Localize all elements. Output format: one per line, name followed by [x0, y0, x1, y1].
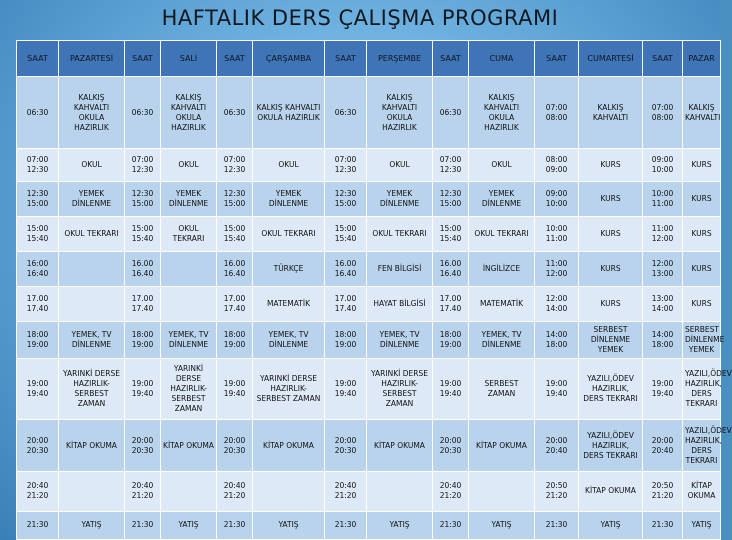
time-cell: 19:00 19:40: [217, 358, 253, 419]
activity-cell: KURS: [579, 149, 643, 182]
time-cell: 20:40 21:20: [125, 472, 161, 511]
time-cell: 17.00 17.40: [217, 286, 253, 321]
activity-cell: KİTAP OKUMA: [161, 419, 217, 471]
header-cell: PAZARTESİ: [59, 41, 125, 77]
activity-cell: OKUL TEKRARI: [469, 216, 535, 251]
header-row: [17, 41, 721, 77]
activity-cell: YEMEK DİNLENME: [59, 181, 125, 216]
time-cell: 13:00 14:00: [643, 286, 683, 321]
time-cell: 18:00 19:00: [125, 321, 161, 358]
header-cell: SAAT: [535, 41, 579, 77]
table-row: [17, 149, 721, 182]
table-row: [17, 181, 721, 216]
time-cell: 20:00 20:40: [643, 419, 683, 471]
time-cell: 19:00 19:40: [535, 358, 579, 419]
time-cell: 15:00 15:40: [217, 216, 253, 251]
time-cell: 15:00 15:40: [17, 216, 59, 251]
time-cell: 14:00 18:00: [535, 321, 579, 358]
time-cell: 06:30: [217, 77, 253, 149]
time-cell: 20:00 20:30: [17, 419, 59, 471]
time-cell: 20:40 21:20: [433, 472, 469, 511]
header-cell: PERŞEMBE: [367, 41, 433, 77]
activity-cell: YATIŞ: [579, 511, 643, 539]
header-cell: SAAT: [17, 41, 59, 77]
time-cell: 16.00 16.40: [217, 251, 253, 286]
activity-cell: [469, 472, 535, 511]
activity-cell: YATIŞ: [367, 511, 433, 539]
activity-cell: KURS: [683, 181, 721, 216]
time-cell: 20:00 20:30: [325, 419, 367, 471]
activity-cell: [161, 286, 217, 321]
time-cell: 16.00 16.40: [433, 251, 469, 286]
activity-cell: YARINKİ DERSE HAZIRLIK-SERBEST ZAMAN: [253, 358, 325, 419]
time-cell: 21:30: [433, 511, 469, 539]
activity-cell: YATIŞ: [59, 511, 125, 539]
activity-cell: [59, 286, 125, 321]
time-cell: 18:00 19:00: [433, 321, 469, 358]
time-cell: 19:00 19:40: [125, 358, 161, 419]
header-cell: SAAT: [125, 41, 161, 77]
activity-cell: KALKIŞ KAHVALTI OKULA HAZIRLIK: [367, 77, 433, 149]
time-cell: 07:00 12:30: [217, 149, 253, 182]
time-cell: 17.00 17.40: [325, 286, 367, 321]
time-cell: 12:30 15:00: [217, 181, 253, 216]
activity-cell: KİTAP OKUMA: [367, 419, 433, 471]
activity-cell: [367, 472, 433, 511]
time-cell: 10:00 11:00: [535, 216, 579, 251]
time-cell: 16.00 16.40: [125, 251, 161, 286]
time-cell: 12:30 15:00: [433, 181, 469, 216]
activity-cell: KALKIŞ KAHVALTI OKULA HAZIRLIK: [253, 77, 325, 149]
time-cell: 16.00 16.40: [325, 251, 367, 286]
time-cell: 18:00 19:00: [217, 321, 253, 358]
activity-cell: YEMEK DİNLENME: [253, 181, 325, 216]
time-cell: 17.00 17.40: [433, 286, 469, 321]
time-cell: 19:00 19:40: [325, 358, 367, 419]
time-cell: 20:40 21:20: [17, 472, 59, 511]
activity-cell: OKUL: [161, 149, 217, 182]
activity-cell: KALKIŞ KAHVALTI: [579, 77, 643, 149]
activity-cell: KURS: [683, 149, 721, 182]
time-cell: 11:00 12:00: [643, 216, 683, 251]
time-cell: 07:00 12:30: [17, 149, 59, 182]
activity-cell: YATIŞ: [253, 511, 325, 539]
activity-cell: OKUL TEKRARI: [367, 216, 433, 251]
activity-cell: OKUL: [253, 149, 325, 182]
time-cell: 12:30 15:00: [125, 181, 161, 216]
time-cell: 21:30: [325, 511, 367, 539]
table-row: [17, 511, 721, 539]
activity-cell: YEMEK DİNLENME: [367, 181, 433, 216]
activity-cell: YEMEK DİNLENME: [469, 181, 535, 216]
activity-cell: İNGİLİZCE: [469, 251, 535, 286]
activity-cell: YAZILI,ÖDEV HAZIRLIK, DERS TEKRARI: [683, 358, 721, 419]
activity-cell: SERBEST ZAMAN: [469, 358, 535, 419]
header-cell: CUMARTESİ: [579, 41, 643, 77]
activity-cell: YEMEK, TV DİNLENME: [59, 321, 125, 358]
activity-cell: [59, 472, 125, 511]
activity-cell: YARINKİ DERSE HAZIRLIK-SERBEST ZAMAN: [367, 358, 433, 419]
activity-cell: KALKIŞ KAHVALTI OKULA HAZIRLIK: [59, 77, 125, 149]
time-cell: 21:30: [125, 511, 161, 539]
table-row: [17, 251, 721, 286]
activity-cell: YARINKİ DERSE HAZIRLIK-SERBEST ZAMAN: [161, 358, 217, 419]
time-cell: 17.00 17.40: [17, 286, 59, 321]
activity-cell: [253, 472, 325, 511]
time-cell: 12:00 14:00: [535, 286, 579, 321]
activity-cell: YAZILI,ÖDEV HAZIRLIK, DERS TEKRARI: [579, 419, 643, 471]
activity-cell: KİTAP OKUMA: [579, 472, 643, 511]
activity-cell: KALKIŞ KAHVALTI OKULA HAZIRLIK: [469, 77, 535, 149]
time-cell: 16:00 16:40: [17, 251, 59, 286]
activity-cell: KURS: [683, 286, 721, 321]
activity-cell: YATIŞ: [683, 511, 721, 539]
time-cell: 20:00 20:40: [535, 419, 579, 471]
page-title: HAFTALIK DERS ÇALIŞMA PROGRAMI: [161, 6, 559, 30]
time-cell: 21:30: [643, 511, 683, 539]
header-cell: SAAT: [217, 41, 253, 77]
header-cell: PAZAR: [683, 41, 721, 77]
table-row: [17, 321, 721, 358]
activity-cell: KİTAP OKUMA: [59, 419, 125, 471]
activity-cell: YATIŞ: [161, 511, 217, 539]
time-cell: 07:00 08:00: [643, 77, 683, 149]
time-cell: 15:00 15:40: [125, 216, 161, 251]
time-cell: 15:00 15:40: [433, 216, 469, 251]
activity-cell: SERBEST DİNLENME YEMEK: [579, 321, 643, 358]
time-cell: 06:30: [17, 77, 59, 149]
time-cell: 08:00 09:00: [535, 149, 579, 182]
time-cell: 18:00 19:00: [325, 321, 367, 358]
time-cell: 06:30: [125, 77, 161, 149]
activity-cell: KİTAP OKUMA: [253, 419, 325, 471]
activity-cell: OKUL: [367, 149, 433, 182]
activity-cell: KURS: [579, 286, 643, 321]
activity-cell: YEMEK, TV DİNLENME: [253, 321, 325, 358]
table-row: [17, 358, 721, 419]
table-row: [17, 419, 721, 471]
time-cell: 20:00 20:30: [125, 419, 161, 471]
activity-cell: YEMEK DİNLENME: [161, 181, 217, 216]
activity-cell: KURS: [579, 251, 643, 286]
activity-cell: OKUL: [59, 149, 125, 182]
activity-cell: KURS: [683, 251, 721, 286]
activity-cell: [161, 251, 217, 286]
activity-cell: YEMEK, TV DİNLENME: [161, 321, 217, 358]
activity-cell: YAZILI,ÖDEV HAZIRLIK, DERS TEKRARI: [579, 358, 643, 419]
header-cell: SAAT: [325, 41, 367, 77]
activity-cell: KURS: [683, 216, 721, 251]
time-cell: 19:00 19:40: [643, 358, 683, 419]
activity-cell: OKUL TEKRARI: [59, 216, 125, 251]
time-cell: 07:00 12:30: [125, 149, 161, 182]
activity-cell: YAZILI,ÖDEV HAZIRLIK, DERS TEKRARI: [683, 419, 721, 471]
header-cell: CUMA: [469, 41, 535, 77]
activity-cell: SERBEST DİNLENME YEMEK: [683, 321, 721, 358]
time-cell: 06:30: [433, 77, 469, 149]
activity-cell: OKUL TEKRARI: [161, 216, 217, 251]
activity-cell: FEN BİLGİSİ: [367, 251, 433, 286]
time-cell: 20:50 21:20: [643, 472, 683, 511]
header-cell: SAAT: [643, 41, 683, 77]
activity-cell: KALKIŞ KAHVALTI OKULA HAZIRLIK: [161, 77, 217, 149]
time-cell: 17.00 17.40: [125, 286, 161, 321]
activity-cell: HAYAT BİLGİSİ: [367, 286, 433, 321]
activity-cell: [161, 472, 217, 511]
time-cell: 10:00 11:00: [643, 181, 683, 216]
schedule-table: [16, 40, 732, 540]
table-row: [17, 216, 721, 251]
time-cell: 19:00 19:40: [433, 358, 469, 419]
activity-cell: KALKIŞ KAHVALTI: [683, 77, 721, 149]
time-cell: 07:00 08:00: [535, 77, 579, 149]
time-cell: 12:30 15:00: [17, 181, 59, 216]
table-row: [17, 286, 721, 321]
activity-cell: KİTAP OKUMA: [469, 419, 535, 471]
time-cell: 19:00 19:40: [17, 358, 59, 419]
time-cell: 21:30: [17, 511, 59, 539]
time-cell: 14:00 18:00: [643, 321, 683, 358]
time-cell: 06:30: [325, 77, 367, 149]
activity-cell: OKUL TEKRARI: [253, 216, 325, 251]
time-cell: 18:00 19:00: [17, 321, 59, 358]
time-cell: 09:00 10:00: [643, 149, 683, 182]
time-cell: 15:00 15:40: [325, 216, 367, 251]
time-cell: 12:30 15:00: [325, 181, 367, 216]
activity-cell: MATEMATİK: [469, 286, 535, 321]
time-cell: 12:00 13:00: [643, 251, 683, 286]
activity-cell: TÜRKÇE: [253, 251, 325, 286]
activity-cell: [59, 251, 125, 286]
time-cell: 09:00 10:00: [535, 181, 579, 216]
time-cell: 11:00 12:00: [535, 251, 579, 286]
activity-cell: KURS: [579, 216, 643, 251]
header-cell: ÇARŞAMBA: [253, 41, 325, 77]
activity-cell: YATIŞ: [469, 511, 535, 539]
table-row: [17, 77, 721, 149]
table-row: [17, 472, 721, 511]
activity-cell: KURS: [579, 181, 643, 216]
header-cell: SAAT: [433, 41, 469, 77]
header-cell: SALI: [161, 41, 217, 77]
activity-cell: OKUL: [469, 149, 535, 182]
activity-cell: YEMEK, TV DİNLENME: [469, 321, 535, 358]
time-cell: 07:00 12:30: [433, 149, 469, 182]
activity-cell: MATEMATİK: [253, 286, 325, 321]
time-cell: 07:00 12:30: [325, 149, 367, 182]
time-cell: 20:00 20:30: [217, 419, 253, 471]
time-cell: 20:50 21:20: [535, 472, 579, 511]
time-cell: 21:30: [535, 511, 579, 539]
activity-cell: YARINKİ DERSE HAZIRLIK-SERBEST ZAMAN: [59, 358, 125, 419]
activity-cell: KİTAP OKUMA: [683, 472, 721, 511]
time-cell: 21:30: [217, 511, 253, 539]
time-cell: 20:40 21:20: [325, 472, 367, 511]
activity-cell: YEMEK, TV DİNLENME: [367, 321, 433, 358]
time-cell: 20:40 21:20: [217, 472, 253, 511]
time-cell: 20:00 20:30: [433, 419, 469, 471]
